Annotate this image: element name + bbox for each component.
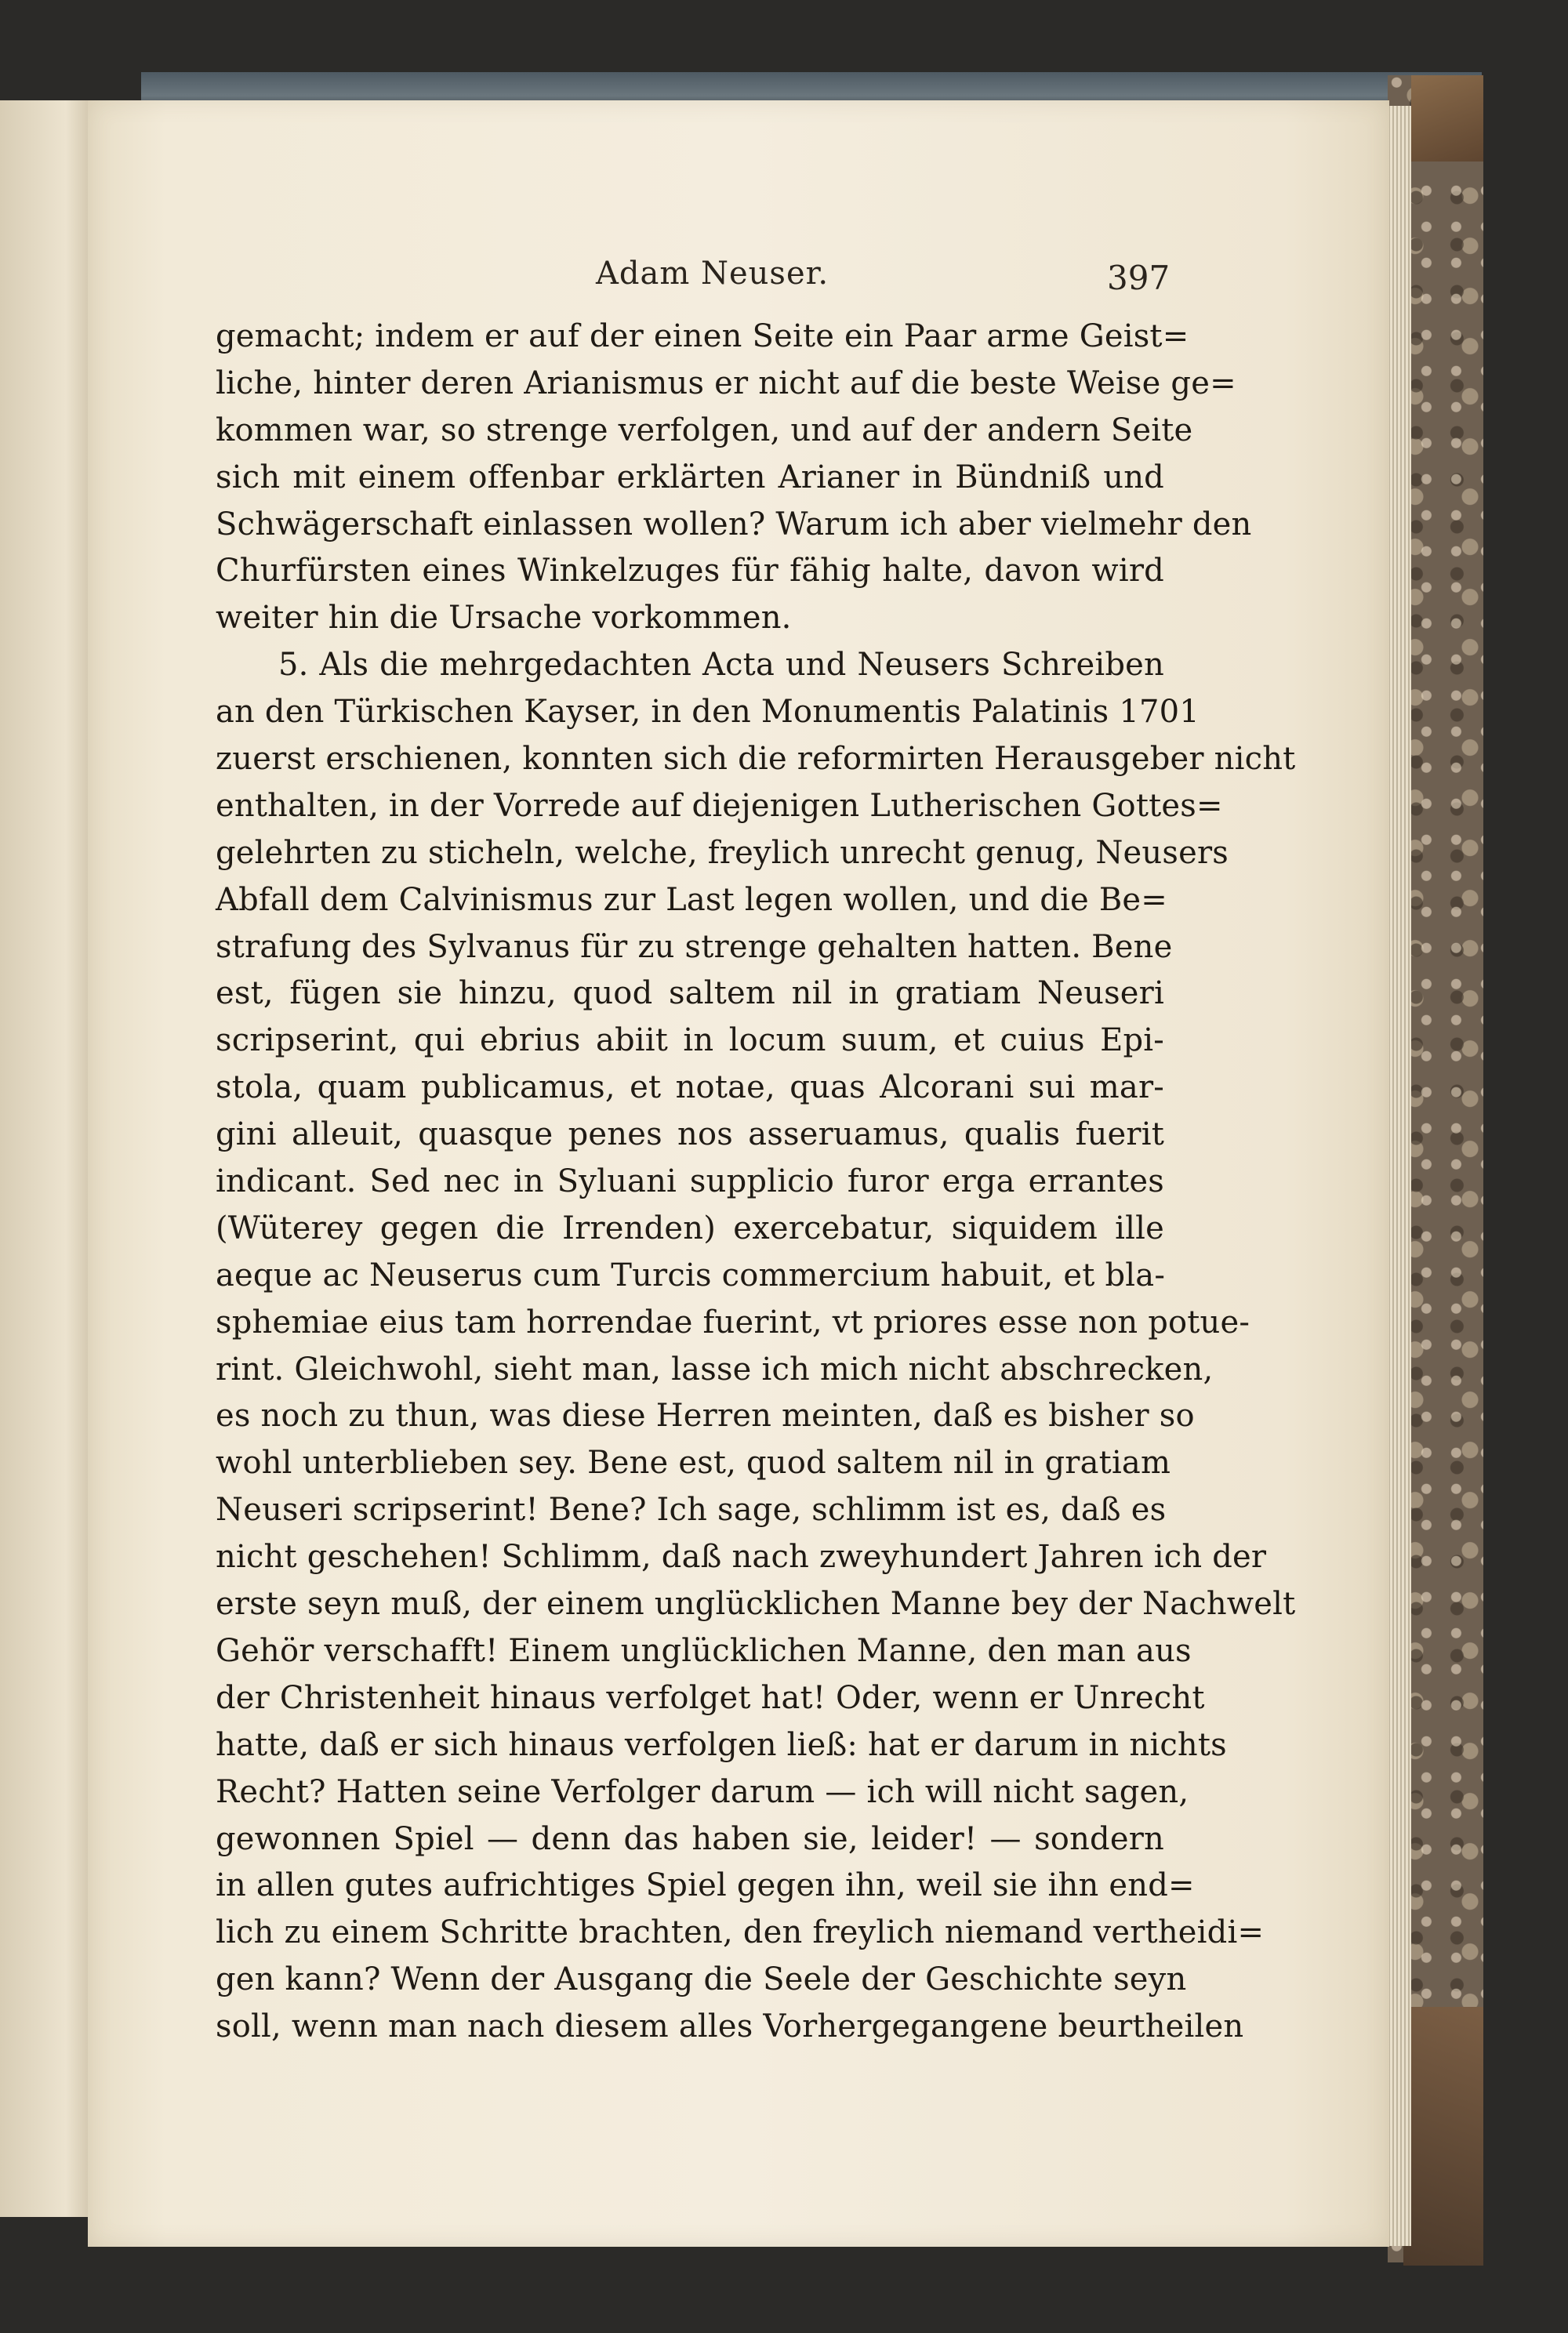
text-line: scripserint, qui ebrius abiit in locum suum, et cuius Epi- — [216, 1022, 1164, 1059]
text-line: es noch zu thun, was diese Herren meinten, daß es bisher so — [216, 1398, 1195, 1435]
text-line: erste seyn muß, der einem unglücklichen Manne bey der Nachwelt — [216, 1586, 1296, 1623]
text-line: Recht? Hatten seine Verfolger darum — ich will nicht sagen, — [216, 1773, 1189, 1810]
text-line: indicant. Sed nec in Syluani supplicio furor erga errantes — [216, 1163, 1164, 1200]
text-line: nicht geschehen! Schlimm, daß nach zweyhundert Jahren ich der — [216, 1539, 1267, 1576]
book-cover-leather-corner-top — [1411, 75, 1483, 161]
text-line: liche, hinter deren Arianismus er nicht auf die beste Weise ge= — [216, 365, 1236, 401]
text-line: strafung des Sylvanus für zu strenge gehalten hatten. Bene — [216, 928, 1173, 965]
text-line: gelehrten zu sticheln, welche, freylich unrecht genug, Neusers — [216, 834, 1229, 871]
text-line: an den Türkischen Kayser, in den Monumentis Palatinis 1701 — [216, 694, 1200, 731]
text-line: gemacht; indem er auf der einen Seite ein Paar arme Geist= — [216, 318, 1189, 354]
text-line: stola, quam publicamus, et notae, quas Alcorani sui mar- — [216, 1069, 1164, 1106]
text-line: rint. Gleichwohl, sieht man, lasse ich mich nicht abschrecken, — [216, 1351, 1214, 1388]
running-head: Adam Neuser. — [596, 256, 829, 292]
text-line: wohl unterblieben sey. Bene est, quod saltem nil in gratiam — [216, 1445, 1171, 1482]
text-line: sphemiae eius tam horrendae fuerint, vt priores esse non potue- — [216, 1304, 1250, 1341]
text-line: soll, wenn man nach diesem alles Vorhergegangene beurtheilen — [216, 2008, 1244, 2045]
text-line: hatte, daß er sich hinaus verfolgen ließ: hat er darum in nichts — [216, 1726, 1227, 1763]
text-line: gewonnen Spiel — denn das haben sie, leider! — sondern — [216, 1820, 1164, 1857]
page-text-body — [216, 314, 1296, 2051]
text-line: est, fügen sie hinzu, quod saltem nil in gratiam Neuseri — [216, 975, 1164, 1012]
text-line: Churfürsten eines Winkelzuges für fähig halte, davon wird — [216, 553, 1164, 590]
text-line: lich zu einem Schritte brachten, den freylich niemand vertheidi= — [216, 1914, 1265, 1951]
text-line: in allen gutes aufrichtiges Spiel gegen ihn, weil sie ihn end= — [216, 1867, 1195, 1904]
text-line: Neuseri scripserint! Bene? Ich sage, schlimm ist es, daß es — [216, 1492, 1167, 1529]
facing-page-edge — [0, 100, 94, 2217]
text-line: gen kann? Wenn der Ausgang die Seele der Geschichte seyn — [216, 1961, 1187, 1998]
text-line: sich mit einem offenbar erklärten Arianer in Bündniß und — [216, 459, 1164, 495]
text-line: gini alleuit, quasque penes nos asseruamus, qualis fuerit — [216, 1116, 1164, 1153]
book-cover-leather-corner-bottom — [1403, 2007, 1483, 2266]
text-line: zuerst erschienen, konnten sich die reformirten Herausgeber nicht — [216, 741, 1296, 778]
text-line: Gehör verschafft! Einem unglücklichen Manne, den man aus — [216, 1632, 1192, 1669]
text-line: weiter hin die Ursache vorkommen. — [216, 600, 792, 637]
text-line: aeque ac Neuserus cum Turcis commercium habuit, et bla- — [216, 1257, 1166, 1293]
text-line: Abfall dem Calvinismus zur Last legen wollen, und die Be= — [216, 881, 1168, 918]
paragraph-start-line: 5. Als die mehrgedachten Acta und Neusers Schreiben — [278, 647, 1164, 684]
text-line: enthalten, in der Vorrede auf diejenigen Lutherischen Gottes= — [216, 787, 1223, 824]
page-number: 397 — [1107, 259, 1171, 297]
text-line: Schwägerschaft einlassen wollen? Warum ich aber vielmehr den — [216, 506, 1252, 542]
text-line: (Wüterey gegen die Irrenden) exercebatur, siquidem ille — [216, 1210, 1164, 1246]
text-line: kommen war, so strenge verfolgen, und auf der andern Seite — [216, 412, 1193, 448]
text-line: der Christenheit hinaus verfolget hat! Oder, wenn er Unrecht — [216, 1679, 1205, 1716]
